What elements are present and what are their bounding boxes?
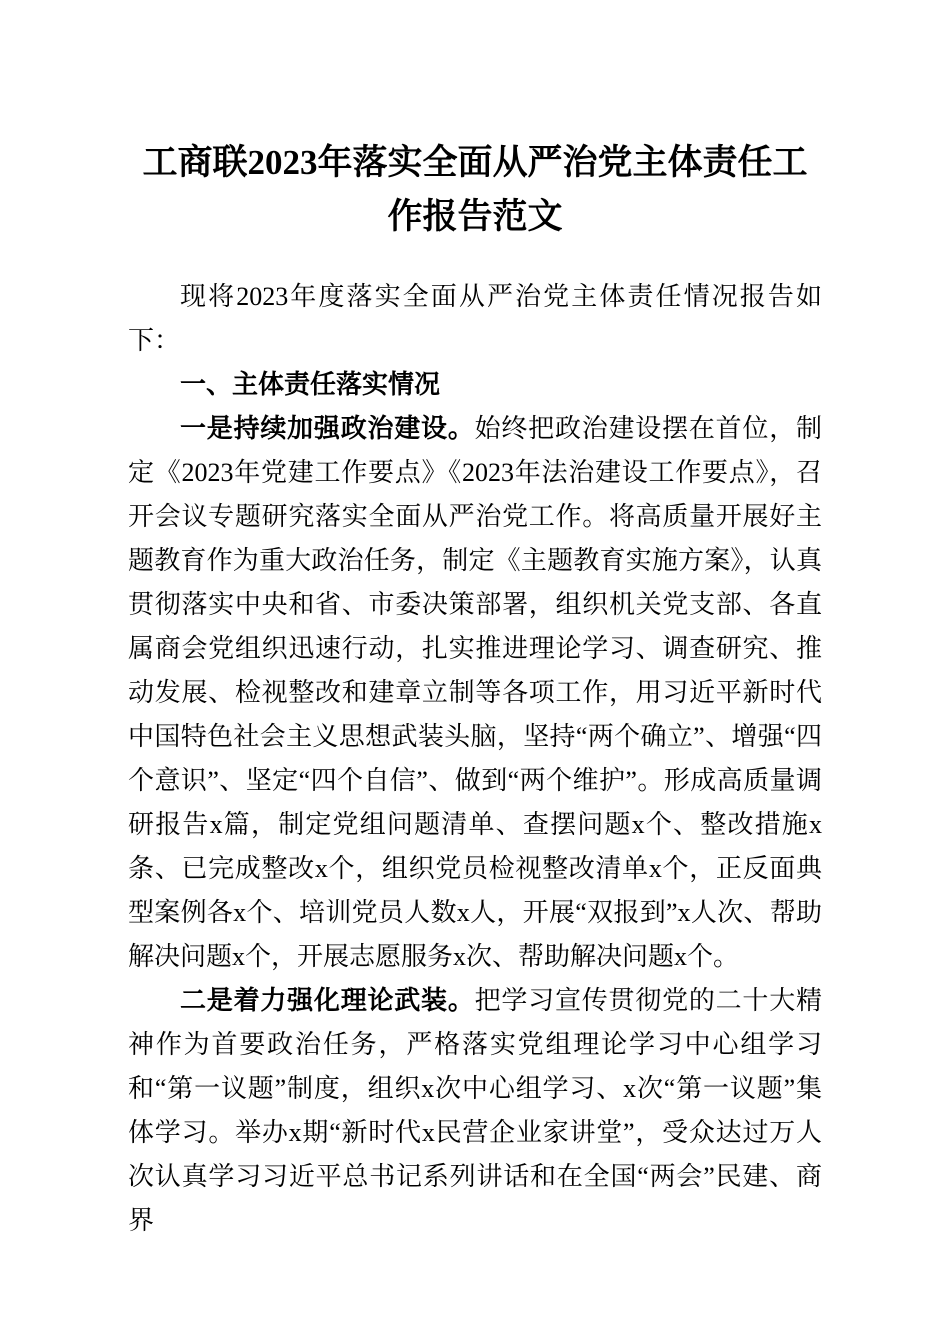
body-paragraph-1 <box>128 407 822 979</box>
body-paragraph-2-lead: 二是着力强化理论武装。 <box>180 986 475 1015</box>
body-paragraph-2-text: 把学习宣传贯彻党的二十大精神作为首要政治任务，严格落实党组理论学习中心组学习和“第一议题”制度，组织x次中心组学习、x次“第一议题”集体学习。举办x期“新时代x民营企业家讲堂”，受众达过万人次认真学习习近平总书记系列讲话和在全国“两会”民建、商界 <box>128 986 822 1235</box>
body-paragraph-2 <box>128 979 822 1243</box>
document-title: 工商联2023年落实全面从严治党主体责任工作报告范文 <box>142 143 808 236</box>
section-heading: 一、主体责任落实情况 <box>180 370 441 399</box>
intro-paragraph: 现将2023年度落实全面从严治党主体责任情况报告如下： <box>128 282 822 355</box>
body-paragraph-1-text: 始终把政治建设摆在首位，制定《2023年党建工作要点》《2023年法治建设工作要点》，召开会议专题研究落实全面从严治党工作。将高质量开展好主题教育作为重大政治任务，制定《主题教育实施方案》，认真贯彻落实中央和省、市委决策部署，组织机关党支部、各直属商会党组织迅速行动，扎实推进理论学习、调查研究、推动发展、检视整改和建章立制等各项工作，用习近平新时代中国特色社会主义思想武装头脑，坚持“两个确立”、增强“四个意识”、坚定“四个自信”、做到“两个维护”。形成高质量调研报告x篇，制定党组问题清单、查摆问题x个、整改措施x条、已完成整改x个，组织党员检视整改清单x个，正反面典型案例各x个、培训党员人数x人，开展“双报到”x人次、帮助解决问题x个，开展志愿服务x次、帮助解决问题x个。 <box>128 414 822 971</box>
body-paragraph-1-lead: 一是持续加强政治建设。 <box>180 414 475 443</box>
